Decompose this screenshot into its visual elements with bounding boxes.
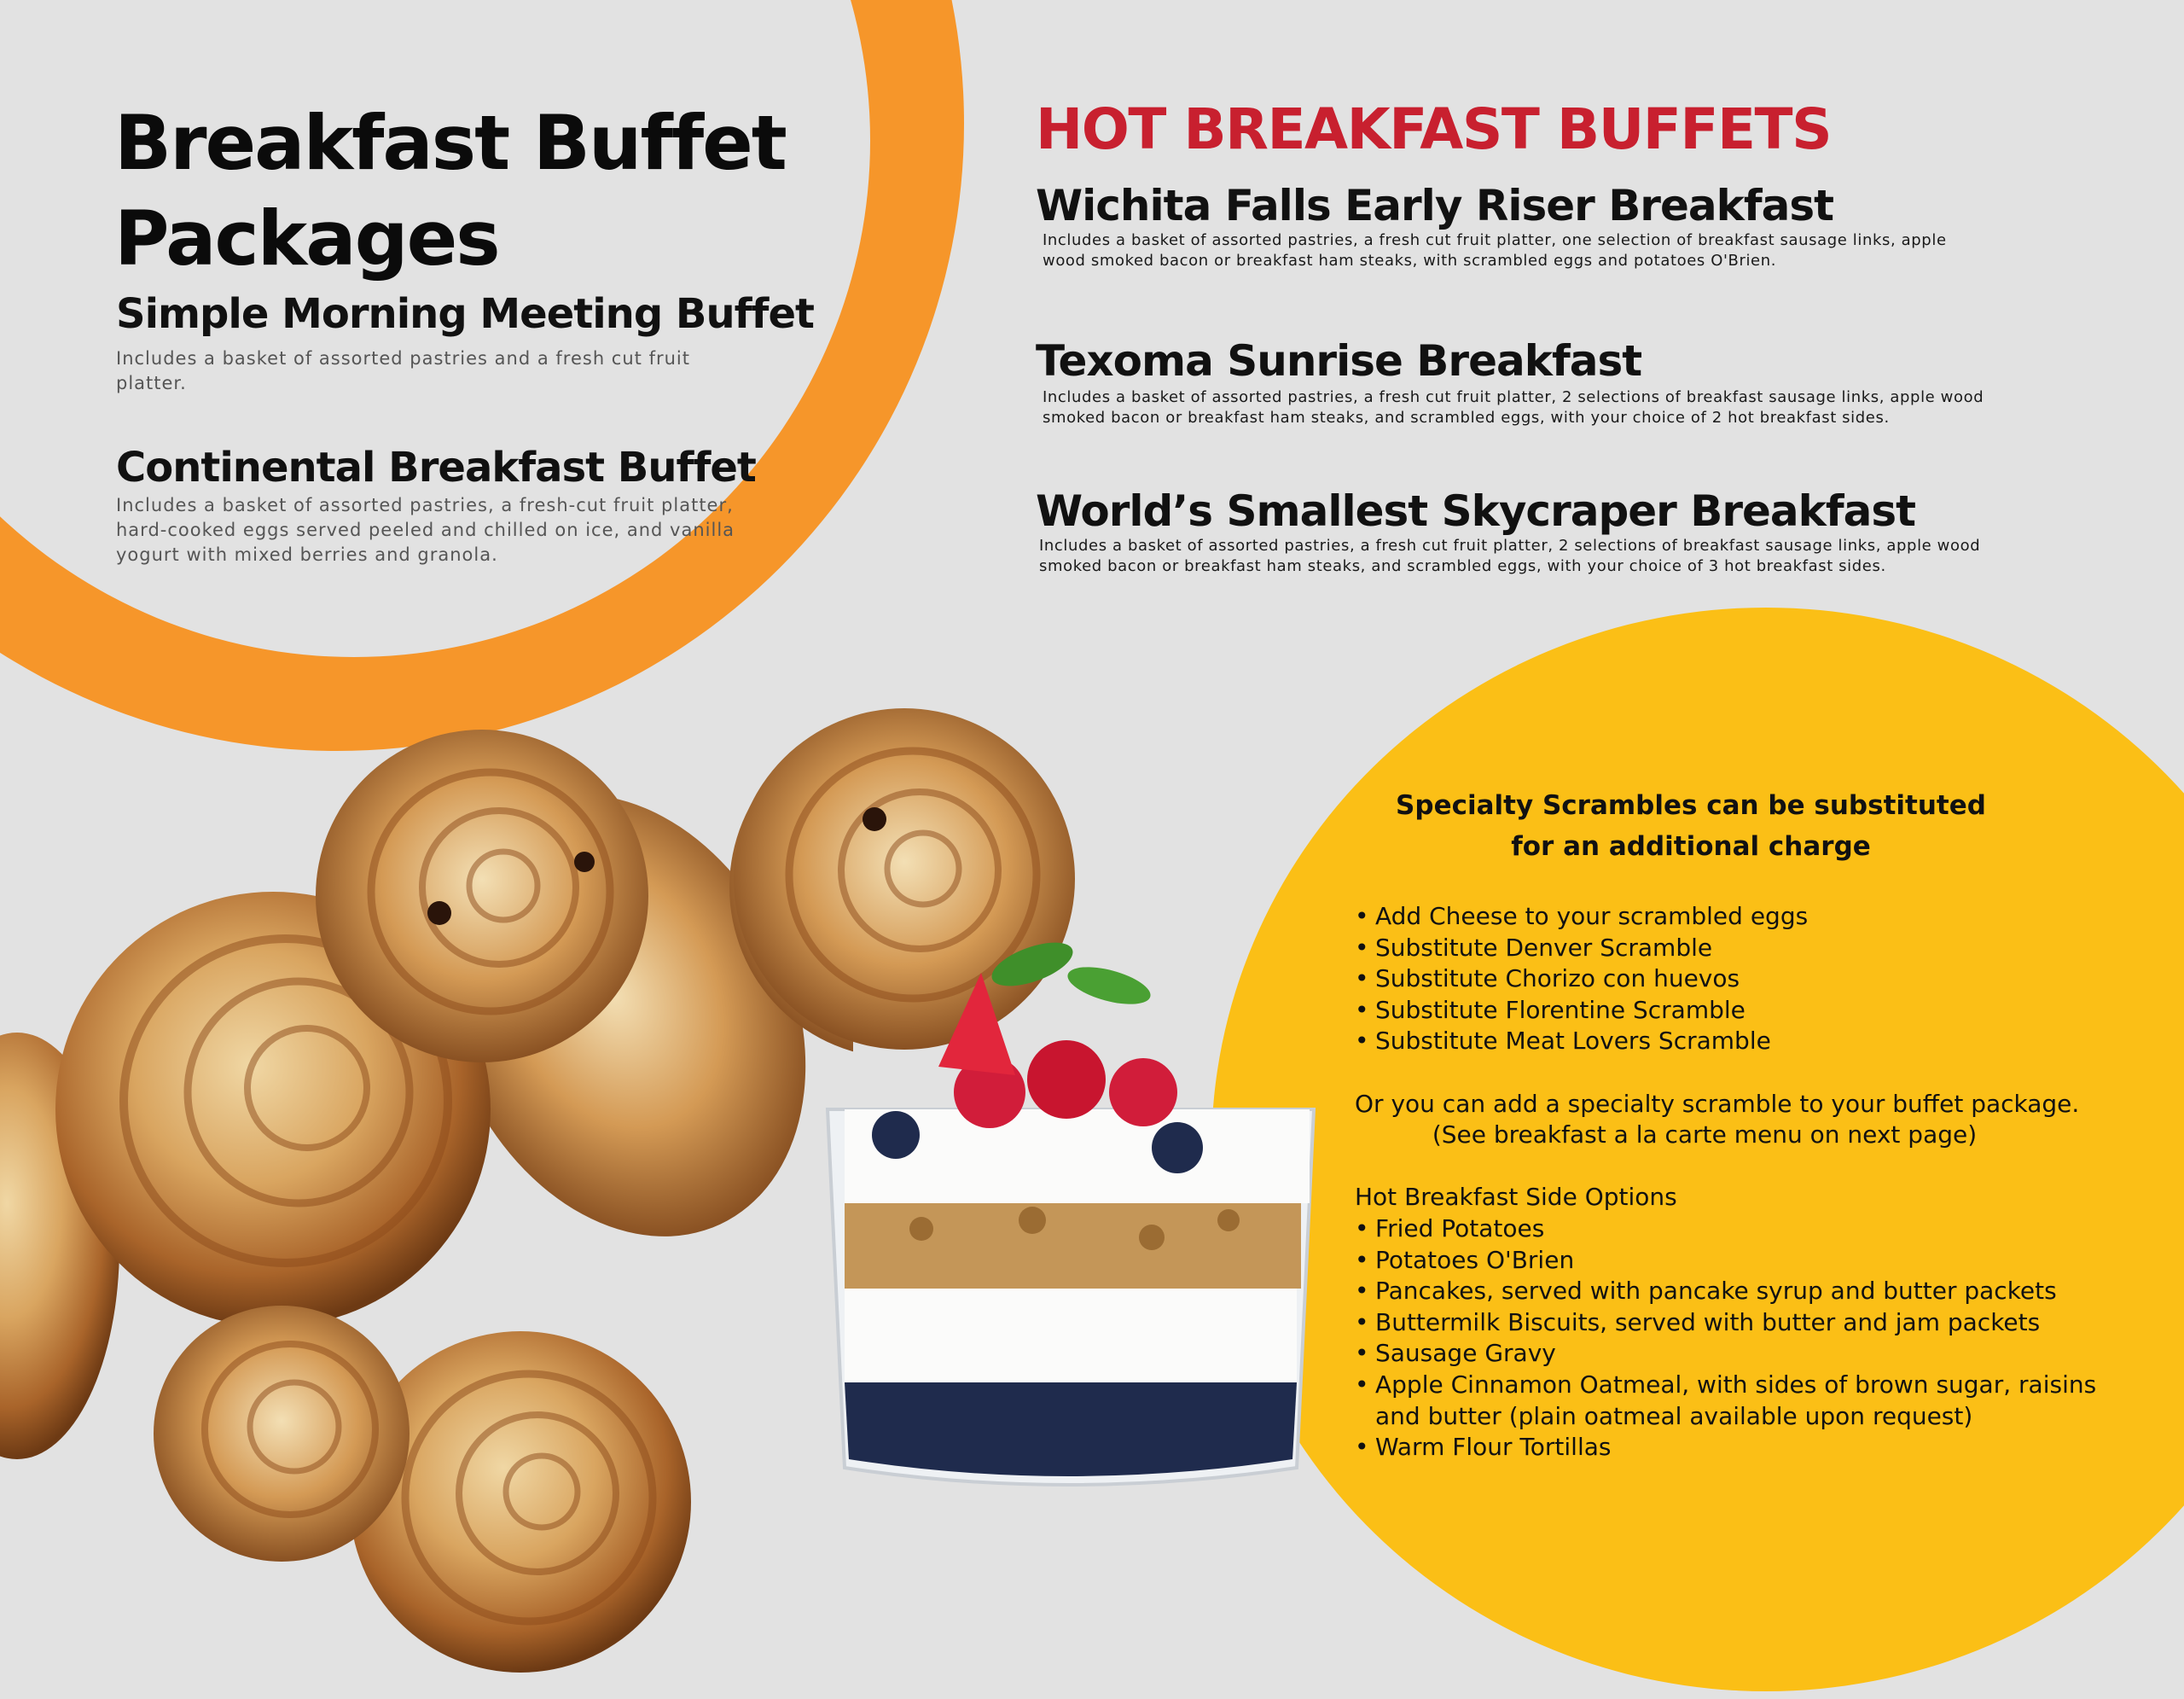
list-item: • Buttermilk Biscuits, served with butter and jam packets — [1355, 1307, 2123, 1339]
list-item: • Substitute Chorizo con huevos — [1355, 963, 2123, 995]
specialty-heading-line1: Specialty Scrambles can be substituted — [1396, 790, 1986, 821]
list-item: • Pancakes, served with pancake syrup and butter packets — [1355, 1276, 2123, 1307]
hot-buffets-heading: HOT BREAKFAST BUFFETS — [1036, 96, 1832, 162]
hot-item-desc-skyscraper: Includes a basket of assorted pastries, a fresh cut fruit platter, 2 selections of breakfast sausage links, apple wood smoked bacon or breakfast ham steaks, and scrambled eggs, with your choice of 3 hot breakfast sides. — [1039, 537, 1981, 575]
specialty-note-line1: Or you can add a specialty scramble to your buffet package. — [1355, 1089, 2080, 1118]
hot-item-name-skyscraper: World’s Smallest Skycraper Breakfast — [1036, 486, 1916, 536]
list-item: • Fried Potatoes — [1355, 1213, 2123, 1245]
specialty-note-line2: (See breakfast a la carte menu on next page) — [1432, 1120, 1978, 1149]
list-item: • Substitute Meat Lovers Scramble — [1355, 1026, 2123, 1057]
hot-item-desc-wichita: Includes a basket of assorted pastries, a fresh cut fruit platter, one selection of breakfast sausage links, apple wood smoked bacon or breakfast ham steaks, with scrambled eggs and potatoes O'Brien. — [1043, 231, 1947, 270]
list-item: • Apple Cinnamon Oatmeal, with sides of brown sugar, raisins and butter (plain oatmeal available upon request) — [1355, 1370, 2126, 1432]
hot-item-name-wichita: Wichita Falls Early Riser Breakfast — [1036, 181, 1834, 230]
parfait-photo — [819, 939, 1331, 1502]
sides-heading: Hot Breakfast Side Options — [1355, 1183, 1677, 1212]
list-item: • Sausage Gravy — [1355, 1338, 2123, 1370]
specialty-heading-line2: for an additional charge — [1511, 831, 1871, 862]
hot-item-desc-texoma: Includes a basket of assorted pastries, a fresh cut fruit platter, 2 selections of breakfast sausage links, apple wood smoked bacon or breakfast ham steaks, and scrambled eggs, with your choice of 2 hot breakfast sides. — [1043, 388, 1984, 427]
scramble-options-list — [1355, 901, 2123, 1057]
package-name-simple-morning: Simple Morning Meeting Buffet — [116, 290, 814, 338]
specialty-body — [1355, 901, 2123, 1463]
package-name-continental: Continental Breakfast Buffet — [116, 444, 756, 492]
package-desc-simple-morning: Includes a basket of assorted pastries and a fresh cut fruit platter. — [116, 348, 690, 393]
list-item: • Add Cheese to your scrambled eggs — [1355, 901, 2123, 933]
list-item: • Substitute Florentine Scramble — [1355, 995, 2123, 1027]
list-item: • Substitute Denver Scramble — [1355, 933, 2123, 964]
package-desc-continental: Includes a basket of assorted pastries, a fresh-cut fruit platter, hard-cooked eggs served peeled and chilled on ice, and vanilla yogurt with mixed berries and granola. — [116, 495, 735, 565]
sides-list — [1355, 1213, 2123, 1463]
list-item: • Potatoes O'Brien — [1355, 1245, 2123, 1277]
list-item: • Warm Flour Tortillas — [1355, 1432, 2123, 1463]
hot-item-name-texoma: Texoma Sunrise Breakfast — [1036, 336, 1642, 386]
page-title: Breakfast Buffet Packages — [114, 99, 786, 282]
specialty-heading — [1341, 785, 2041, 867]
